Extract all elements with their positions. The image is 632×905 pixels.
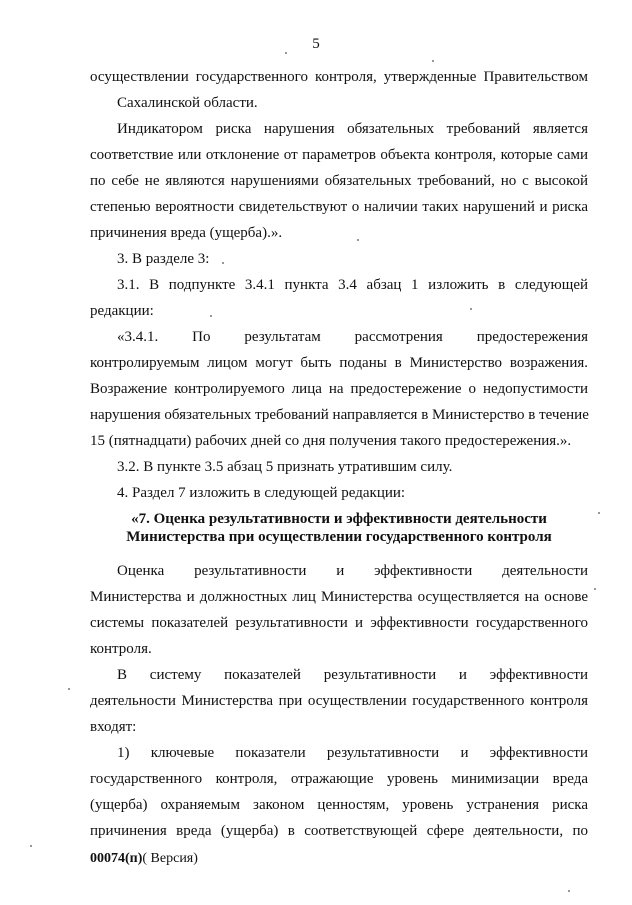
scan-speck [210, 315, 212, 317]
text-line: осуществлении государственного контроля, утвержденные Правительством [90, 69, 588, 85]
text-line: Оценка результативности и эффективности деятельности [117, 563, 588, 579]
text-line: 1) ключевые показатели результативности и эффективности [117, 745, 588, 761]
text-line: системы показателей результативности и эффективности государственного [90, 615, 588, 631]
text-line: государственного контроля, отражающие уровень минимизации вреда [90, 771, 588, 787]
text-line: по себе не являются нарушениями обязательных требований, но с высокой [90, 173, 588, 189]
text-line: степенью вероятности свидетельствуют о наличии таких нарушений и риска [90, 199, 588, 215]
scan-speck [594, 588, 596, 590]
text-line: (ущерба) охраняемым законом ценностям, уровень устранения риска [90, 797, 588, 813]
text-line: 3.2. В пункте 3.5 абзац 5 признать утратившим силу. [117, 459, 453, 475]
text-line: 15 (пятнадцати) рабочих дней со дня получения такого предостережения.». [90, 433, 572, 449]
scan-speck [568, 890, 570, 892]
text-line: контроля. [90, 641, 152, 657]
text-line: В систему показателей результативности и эффективности [117, 667, 588, 683]
text-line: причинения вреда (ущерба) в соответствующей сфере деятельности, по [90, 823, 588, 839]
text-line: нарушения обязательных требований направляется в Министерство в течение [90, 407, 589, 423]
scan-speck [30, 845, 32, 847]
section-heading: Министерства при осуществлении государственного контроля [126, 529, 552, 545]
text-line: 3. В разделе 3: [117, 251, 210, 267]
text-line: Министерства и должностных лиц Министерства осуществляется на основе [90, 589, 588, 605]
text-line: 3.1. В подпункте 3.4.1 пункта 3.4 абзац 1 изложить в следующей [117, 277, 588, 293]
scan-speck [357, 239, 359, 241]
text-line: контролируемым лицом могут быть поданы в Министерство возражения. [90, 355, 588, 371]
document-version: ( Версия) [142, 851, 198, 866]
text-line: Возражение контролируемого лица на предостережение о недопустимости [90, 381, 588, 397]
scan-speck [285, 52, 287, 54]
scan-speck [68, 688, 70, 690]
text-line: Сахалинской области. [117, 95, 258, 111]
text-line: входят: [90, 719, 137, 735]
scan-speck [222, 262, 224, 264]
text-line: редакции: [90, 303, 154, 319]
page-number: 5 [312, 36, 320, 52]
text-line: причинения вреда (ущерба).». [90, 225, 283, 241]
scan-speck [598, 512, 600, 514]
scan-speck [470, 308, 472, 310]
section-heading: «7. Оценка результативности и эффективности деятельности [131, 511, 547, 527]
scan-speck [432, 60, 434, 62]
text-line: Индикатором риска нарушения обязательных требований является [117, 121, 588, 137]
document-code: 00074(п) [90, 851, 143, 866]
text-line: соответствие или отклонение от параметров объекта контроля, которые сами [90, 147, 588, 163]
text-line: «3.4.1. По результатам рассмотрения предостережения [117, 329, 588, 345]
text-line: деятельности Министерства при осуществлении государственного контроля [90, 693, 588, 709]
document-footer [90, 850, 198, 868]
text-line: 4. Раздел 7 изложить в следующей редакции: [117, 485, 406, 501]
